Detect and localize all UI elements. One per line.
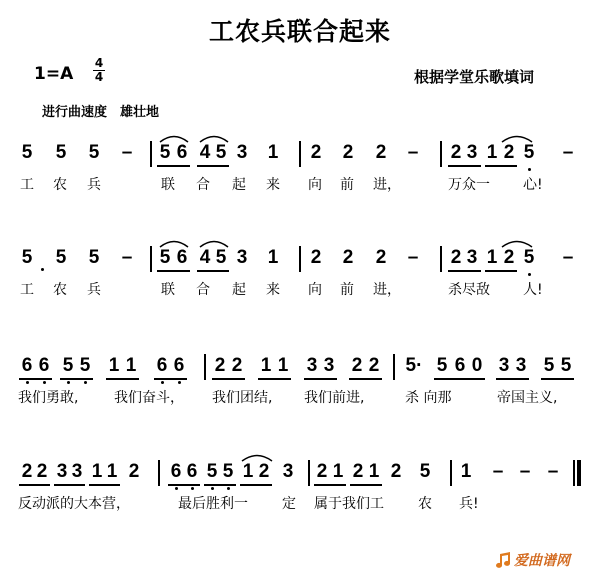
lyric: 合 [196, 177, 210, 193]
note: 5 [88, 247, 100, 268]
note: 2 [450, 142, 462, 163]
note: 4 [199, 142, 211, 163]
lyric: 杀尽敌 [448, 282, 490, 298]
note: 4 [199, 247, 211, 268]
low-octave-dot [67, 381, 70, 384]
note: 6 [170, 461, 182, 482]
note: 5 [55, 142, 67, 163]
note: 3 [236, 247, 248, 268]
slur-mark [500, 238, 534, 248]
final-barline-thick [577, 460, 581, 486]
meter-top: 4 [94, 56, 104, 70]
lyric: 定 [282, 496, 296, 512]
slur-mark [158, 133, 190, 143]
underline [212, 378, 245, 380]
barline [393, 354, 395, 380]
note: 2 [375, 247, 387, 268]
final-barline-thin [573, 460, 575, 486]
note: 2 [342, 247, 354, 268]
note: 2 [231, 355, 243, 376]
note: 6 [21, 355, 33, 376]
note: 2 [503, 142, 515, 163]
underline [541, 378, 574, 380]
lyric: 工 [20, 282, 34, 298]
note: 6 [176, 142, 188, 163]
note: 6 [186, 461, 198, 482]
note: 5 [560, 355, 572, 376]
note: 2 [503, 247, 515, 268]
lyric: 万众一 [448, 177, 490, 193]
note: 1 [267, 247, 279, 268]
note: – [121, 247, 133, 268]
note: 3 [466, 247, 478, 268]
lyric: 起 [232, 282, 246, 298]
note: 2 [310, 247, 322, 268]
lyric: 来 [266, 282, 280, 298]
note: 6 [156, 355, 168, 376]
note: 6 [454, 355, 466, 376]
note: 5 [523, 247, 535, 268]
meter-bottom: 4 [94, 70, 104, 84]
low-octave-dot [528, 273, 531, 276]
lyric: 农 [53, 282, 67, 298]
note: 1 [91, 461, 103, 482]
dot-mark [41, 268, 44, 271]
barline [308, 460, 310, 486]
lyric: 我们团结, [212, 390, 273, 406]
underline [168, 484, 200, 486]
underline [485, 165, 517, 167]
lyric: 兵 [87, 177, 101, 193]
lyric: 我们勇敢, [18, 390, 79, 406]
note: 2 [36, 461, 48, 482]
note: 2 [352, 461, 364, 482]
note: 1 [260, 355, 272, 376]
barline [150, 246, 152, 272]
underline [60, 378, 93, 380]
low-octave-dot [84, 381, 87, 384]
lyric: 起 [232, 177, 246, 193]
note: – [407, 142, 419, 163]
underline [485, 270, 517, 272]
note: 3 [71, 461, 83, 482]
note: 3 [282, 461, 294, 482]
lyric: 工 [20, 177, 34, 193]
slur-mark [500, 133, 534, 143]
underline [434, 378, 485, 380]
underline [54, 484, 85, 486]
note: 1 [486, 247, 498, 268]
underline [197, 270, 229, 272]
lyric: 最后胜利一 [178, 496, 248, 512]
lyric: 向 [308, 177, 322, 193]
note: 1 [460, 461, 472, 482]
slur-mark [198, 238, 230, 248]
underline [106, 378, 139, 380]
note: 3 [515, 355, 527, 376]
lyric: 进， [373, 282, 401, 298]
note: 5 [62, 355, 74, 376]
lyric: 反动派的大本营， [18, 496, 130, 512]
low-octave-dot [161, 381, 164, 384]
note: 3 [323, 355, 335, 376]
note: 5 [159, 247, 171, 268]
note: 2 [316, 461, 328, 482]
note: – [547, 461, 559, 482]
barline [299, 246, 301, 272]
note: 5 [206, 461, 218, 482]
note: 1 [277, 355, 289, 376]
note: 1 [242, 461, 254, 482]
barline [450, 460, 452, 486]
underline [197, 165, 229, 167]
lyric: 来 [266, 177, 280, 193]
score-row-3 [0, 356, 600, 416]
slur-mark [158, 238, 190, 248]
note: 6 [173, 355, 185, 376]
low-octave-dot [227, 487, 230, 490]
lyric: 联 [161, 282, 175, 298]
low-octave-dot [211, 487, 214, 490]
note: 3 [56, 461, 68, 482]
lyric: 联 [161, 177, 175, 193]
score-row-2 [0, 248, 600, 308]
music-note-logo [494, 552, 514, 568]
lyric: 兵 [87, 282, 101, 298]
underline [448, 270, 481, 272]
underline [154, 378, 187, 380]
lyric: 帝国主义, [497, 390, 558, 406]
slur-mark [240, 452, 274, 462]
note: 5 [79, 355, 91, 376]
note: 3 [236, 142, 248, 163]
note: 2 [351, 355, 363, 376]
note: – [562, 247, 574, 268]
note: 5 [21, 142, 33, 163]
key-signature: 1=A [34, 64, 74, 84]
lyric: 我们前进, [304, 390, 365, 406]
underline [19, 484, 50, 486]
note: 0 [471, 355, 483, 376]
note: 2 [258, 461, 270, 482]
underline [350, 484, 382, 486]
note: 2 [375, 142, 387, 163]
underline [349, 378, 382, 380]
underline [304, 378, 337, 380]
note: 5 [222, 461, 234, 482]
lyric: 杀 向那 [405, 390, 452, 406]
underline [496, 378, 529, 380]
note: 5· [405, 355, 423, 376]
low-octave-dot [191, 487, 194, 490]
note: 2 [450, 247, 462, 268]
note: – [492, 461, 504, 482]
barline [150, 141, 152, 167]
lyric: 农 [418, 496, 432, 512]
lyric: 前 [340, 177, 354, 193]
note: 1 [332, 461, 344, 482]
underline [157, 165, 190, 167]
note: 2 [128, 461, 140, 482]
note: 2 [214, 355, 226, 376]
barline [204, 354, 206, 380]
tempo-marking: 进行曲速度 雄壮地 [42, 105, 160, 120]
underline [157, 270, 190, 272]
lyric: 前 [340, 282, 354, 298]
note: 5 [436, 355, 448, 376]
note: – [121, 142, 133, 163]
note: 2 [368, 355, 380, 376]
note: 5 [419, 461, 431, 482]
low-octave-dot [528, 168, 531, 171]
lyric: 人! [523, 282, 543, 298]
note: 2 [390, 461, 402, 482]
lyric: 向 [308, 282, 322, 298]
score-row-4 [0, 462, 600, 522]
note: – [519, 461, 531, 482]
note: 1 [267, 142, 279, 163]
note: 6 [38, 355, 50, 376]
watermark-text: 爱曲谱网 [514, 553, 570, 569]
note: 5 [55, 247, 67, 268]
low-octave-dot [26, 381, 29, 384]
score-row-1 [0, 143, 600, 203]
note: 1 [486, 142, 498, 163]
barline [299, 141, 301, 167]
lyric: 农 [53, 177, 67, 193]
note: 1 [108, 355, 120, 376]
slur-mark [198, 133, 230, 143]
lyric: 属于我们工 [314, 496, 384, 512]
underline [448, 165, 481, 167]
low-octave-dot [175, 487, 178, 490]
underline [204, 484, 236, 486]
underline [240, 484, 272, 486]
note: – [407, 247, 419, 268]
note: 3 [466, 142, 478, 163]
note: 5 [21, 247, 33, 268]
underline [258, 378, 291, 380]
note: 5 [215, 247, 227, 268]
note: 5 [543, 355, 555, 376]
barline [158, 460, 160, 486]
page-title: 工农兵联合起来 [208, 17, 391, 46]
underline [19, 378, 52, 380]
note: – [562, 142, 574, 163]
attribution: 根据学堂乐歌填词 [414, 68, 535, 86]
note: 2 [310, 142, 322, 163]
note: 2 [21, 461, 33, 482]
note: 5 [88, 142, 100, 163]
low-octave-dot [178, 381, 181, 384]
note: 1 [368, 461, 380, 482]
lyric: 合 [196, 282, 210, 298]
lyric: 心! [523, 177, 543, 193]
note: 6 [176, 247, 188, 268]
lyric: 我们奋斗， [114, 390, 184, 406]
note: 3 [306, 355, 318, 376]
note: 5 [215, 142, 227, 163]
underline [314, 484, 346, 486]
low-octave-dot [43, 381, 46, 384]
note: 5 [523, 142, 535, 163]
note: 1 [125, 355, 137, 376]
time-signature [93, 58, 105, 83]
note: 5 [159, 142, 171, 163]
lyric: 兵! [459, 496, 479, 512]
lyric: 进， [373, 177, 401, 193]
underline [89, 484, 120, 486]
note: 2 [342, 142, 354, 163]
note: 1 [106, 461, 118, 482]
note: 3 [498, 355, 510, 376]
barline [440, 246, 442, 272]
barline [440, 141, 442, 167]
